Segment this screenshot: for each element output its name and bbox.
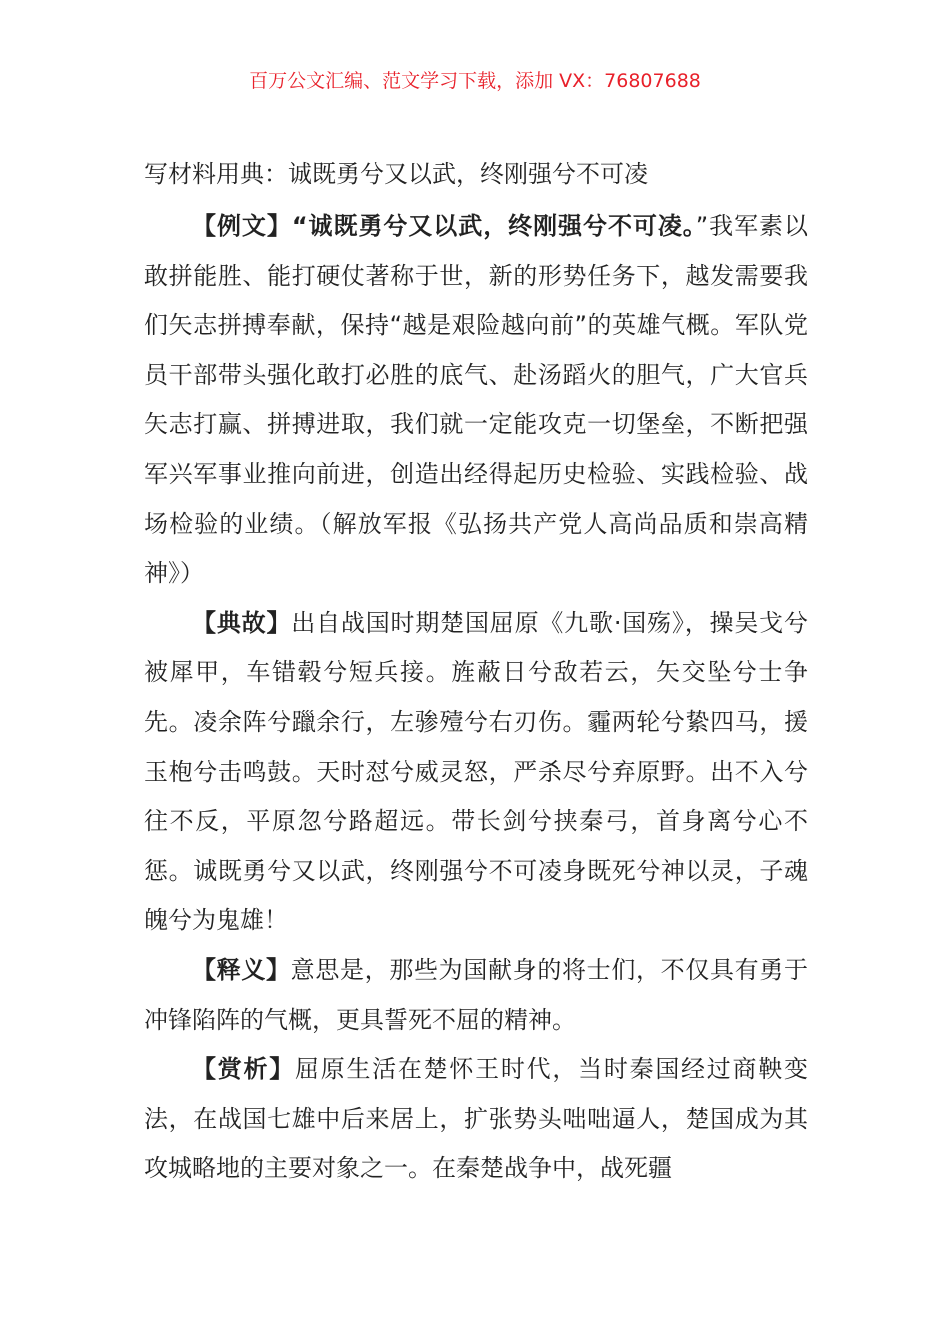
allusion-label: 【典故】 [192, 608, 292, 637]
document-body [144, 152, 808, 1194]
appreciation-text: 屈原生活在楚怀王时代，当时秦国经过商鞅变法，在战国七雄中后来居上，扩张势头咄咄逼人，楚国成为其攻城略地的主要对象之一。在秦楚战争中，战死疆 [144, 1055, 809, 1183]
allusion-text: 出自战国时期楚国屈原《九歌·国殇》，操吴戈兮被犀甲，车错毂兮短兵接。旌蔽日兮敌若云，矢交坠兮士争先。凌余阵兮躐余行，左骖殪兮右刃伤。霾两轮兮絷四马，援玉枹兮击鸣鼓。天时怼兮威灵怒，严杀尽兮弃原野。出不入兮往不反，平原忽兮路超远。带长剑兮挟秦弓，首身离兮心不惩。诚既勇兮又以武，终刚强兮不可凌身既死兮神以灵，子魂魄兮为鬼雄！ [144, 608, 808, 935]
appreciation-paragraph [144, 1045, 808, 1194]
example-label: 【例文】 [192, 212, 292, 240]
example-text: ”我军素以敢拼能胜、能打硬仗著称于世，新的形势任务下，越发需要我们矢志拼搏奉献，保持“越是艰险越向前”的英雄气概。军队党员干部带头强化敢打必胜的底气、赴汤蹈火的胆气，广大官兵矢志打赢、拼搏进取，我们就一定能攻克一切堡垒，不断把强军兴军事业推向前进，创造出经得起历史检验、实践检验、战场检验的业绩。（解放军报《弘扬共产党人高尚品质和崇高精神》） [144, 212, 809, 588]
example-paragraph [144, 202, 808, 599]
allusion-paragraph [144, 599, 808, 946]
appreciation-label: 【赏析】 [192, 1055, 295, 1084]
document-title: 写材料用典：诚既勇兮又以武，终刚强兮不可凌 [144, 160, 648, 188]
example-quote: “诚既勇兮又以武，终刚强兮不可凌。 [291, 212, 696, 240]
meaning-text: 意思是，那些为国献身的将士们，不仅具有勇于冲锋陷阵的气概，更具誓死不屈的精神。 [144, 955, 809, 1034]
header-banner: 百万公文汇编、范文学习下载，添加 VX：76807688 [249, 70, 701, 92]
meaning-paragraph [144, 946, 808, 1045]
meaning-label: 【释义】 [192, 955, 291, 984]
